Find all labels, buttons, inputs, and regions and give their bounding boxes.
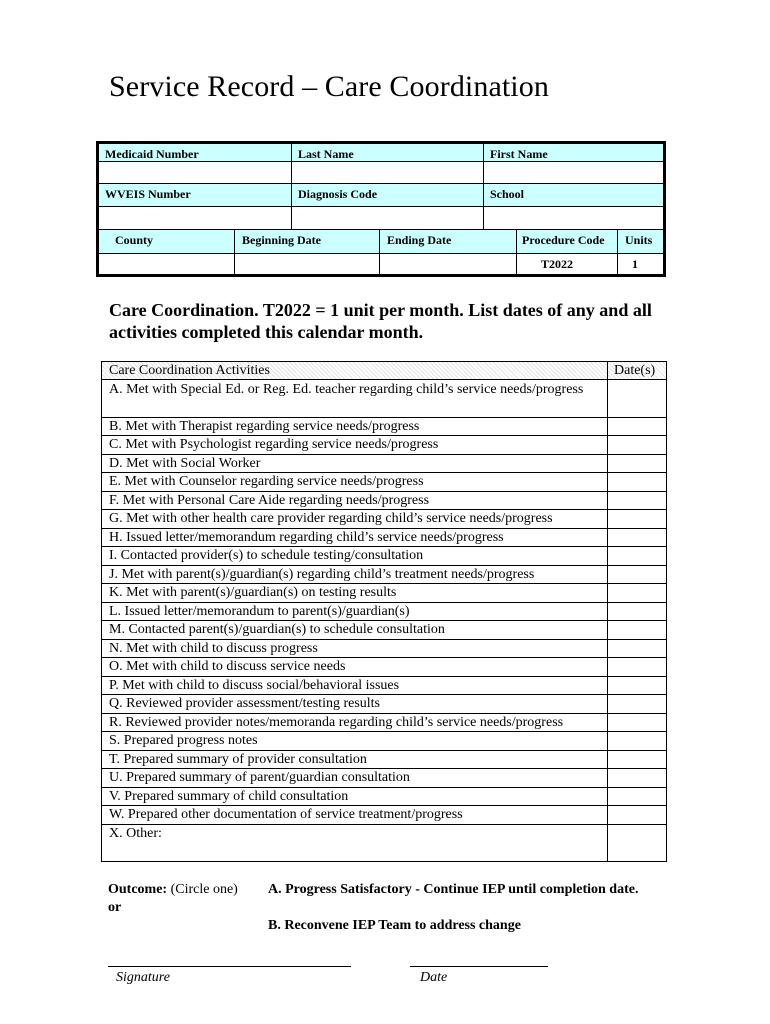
activity-date-cell[interactable] xyxy=(608,621,666,640)
activity-row: M. Contacted parent(s)/guardian(s) to schedule consultation xyxy=(109,622,445,637)
activity-row: E. Met with Counselor regarding service needs/progress xyxy=(109,474,424,489)
outcome-option-a[interactable]: A. Progress Satisfactory - Continue IEP until completion date. xyxy=(268,882,639,897)
activity-row: D. Met with Social Worker xyxy=(109,455,261,471)
activity-row: I. Contacted provider(s) to schedule testing/consultation xyxy=(109,548,424,563)
wveis-number-label: WVEIS Number xyxy=(99,184,291,206)
activity-row: A. Met with Special Ed. or Reg. Ed. teacher regarding child’s service needs/progress xyxy=(109,381,584,397)
activity-date-cell[interactable] xyxy=(608,787,666,806)
activity-date-cell[interactable] xyxy=(608,584,666,603)
activity-date-cell[interactable] xyxy=(608,806,666,825)
outcome-or: or xyxy=(108,900,122,915)
signature-line[interactable] xyxy=(108,966,351,967)
care-coordination-instructions: Care Coordination. T2022 = 1 unit per month. List dates of any and all activities completed this calendar month. xyxy=(109,300,652,342)
activity-row: S. Prepared progress notes xyxy=(109,733,258,748)
activity-row: U. Prepared summary of parent/guardian consultation xyxy=(109,770,410,785)
date-line[interactable] xyxy=(410,966,548,967)
activity-row: F. Met with Personal Care Aide regarding needs/progress xyxy=(109,492,430,508)
activity-row: H. Issued letter/memorandum regarding child’s service needs/progress xyxy=(109,529,504,545)
activity-date-cell[interactable] xyxy=(608,473,666,492)
activity-date-cell[interactable] xyxy=(608,750,666,769)
activity-row: T. Prepared summary of provider consultation xyxy=(109,751,367,767)
activity-date-cell[interactable] xyxy=(608,639,666,658)
activity-row: G. Met with other health care provider regarding child’s service needs/progress xyxy=(109,511,553,526)
activity-date-cell[interactable] xyxy=(608,695,666,714)
activity-date-cell[interactable] xyxy=(608,510,666,529)
activity-date-cell[interactable] xyxy=(608,528,666,547)
procedure-code-value: T2022 xyxy=(541,257,574,271)
page-title: Service Record – Care Coordination xyxy=(109,70,549,103)
activity-row: N. Met with child to discuss progress xyxy=(109,640,318,656)
diagnosis-code-field[interactable] xyxy=(292,207,483,229)
outcome-option-b[interactable]: B. Reconvene IEP Team to address change xyxy=(268,918,521,933)
activity-row: W. Prepared other documentation of service treatment/progress xyxy=(109,807,463,822)
activity-date-cell[interactable] xyxy=(608,491,666,510)
medicaid-number-label: Medicaid Number xyxy=(99,144,291,161)
school-field[interactable] xyxy=(484,207,663,229)
activity-row: X. Other: xyxy=(109,825,162,841)
first-name-field[interactable] xyxy=(484,162,663,183)
circle-one-hint: (Circle one) xyxy=(170,882,238,897)
activity-row: B. Met with Therapist regarding service needs/progress xyxy=(109,418,420,434)
outcome-label-group xyxy=(108,881,268,917)
medicaid-number-field[interactable] xyxy=(99,162,291,183)
activity-date-cell[interactable] xyxy=(608,436,666,455)
county-field[interactable] xyxy=(99,254,234,277)
activity-date-cell[interactable] xyxy=(608,824,666,861)
activity-row: L. Issued letter/memorandum to parent(s)/guardian(s) xyxy=(109,603,410,619)
activity-date-cell[interactable] xyxy=(608,732,666,751)
activity-date-cell[interactable] xyxy=(608,380,666,417)
units-label: Units xyxy=(618,230,663,253)
activity-row: R. Reviewed provider notes/memoranda regarding child’s service needs/progress xyxy=(109,714,564,730)
procedure-code-label: Procedure Code xyxy=(513,230,617,253)
activities-table xyxy=(101,361,667,862)
county-label: County xyxy=(99,230,234,253)
activity-row: C. Met with Psychologist regarding service needs/progress xyxy=(109,437,439,452)
activity-date-cell[interactable] xyxy=(608,602,666,621)
activity-row: Q. Reviewed provider assessment/testing results xyxy=(109,696,381,711)
last-name-label: Last Name xyxy=(292,144,483,161)
activity-date-cell[interactable] xyxy=(608,658,666,677)
ending-date-label: Ending Date xyxy=(380,230,516,253)
beginning-date-field[interactable] xyxy=(235,254,379,277)
activity-date-cell[interactable] xyxy=(608,713,666,732)
beginning-date-label: Beginning Date xyxy=(235,230,379,253)
activity-date-cell[interactable] xyxy=(608,417,666,436)
activity-row: O. Met with child to discuss service needs xyxy=(109,659,346,674)
activity-row: J. Met with parent(s)/guardian(s) regarding child’s treatment needs/progress xyxy=(109,566,535,582)
activity-date-cell[interactable] xyxy=(608,547,666,566)
activity-date-cell[interactable] xyxy=(608,676,666,695)
activity-row: K. Met with parent(s)/guardian(s) on testing results xyxy=(109,585,397,600)
units-value: 1 xyxy=(632,257,638,271)
activity-row: V. Prepared summary of child consultation xyxy=(109,788,349,804)
diagnosis-code-label: Diagnosis Code xyxy=(292,184,483,206)
first-name-label: First Name xyxy=(484,144,663,161)
activity-date-cell[interactable] xyxy=(608,565,666,584)
student-info-table xyxy=(96,141,666,277)
activity-date-cell[interactable] xyxy=(608,769,666,788)
activities-column-header: Care Coordination Activities xyxy=(109,363,270,378)
wveis-number-field[interactable] xyxy=(99,207,291,229)
dates-column-header: Date(s) xyxy=(614,363,656,378)
signature-label: Signature xyxy=(116,970,170,985)
school-label: School xyxy=(484,184,663,206)
date-label: Date xyxy=(420,970,448,985)
activity-date-cell[interactable] xyxy=(608,454,666,473)
last-name-field[interactable] xyxy=(292,162,483,183)
activity-row: P. Met with child to discuss social/behavioral issues xyxy=(109,677,400,693)
ending-date-field[interactable] xyxy=(380,254,516,277)
outcome-label: Outcome: xyxy=(108,882,168,897)
